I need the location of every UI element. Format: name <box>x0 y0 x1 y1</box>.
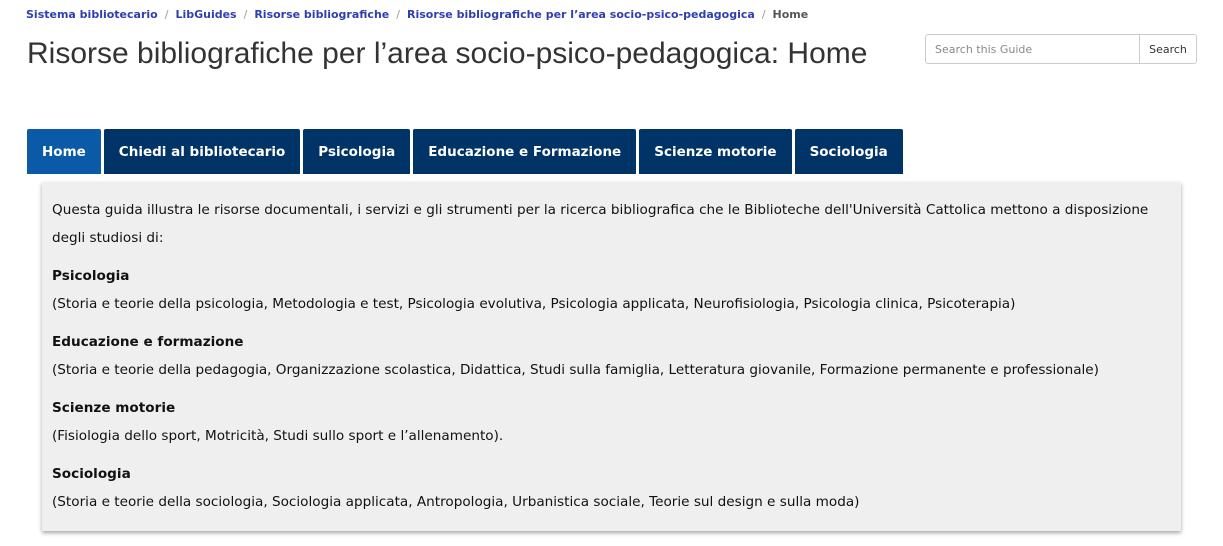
section-title-scienze-motorie: Scienze motorie <box>52 400 176 416</box>
breadcrumb-current: Home <box>772 8 809 21</box>
section-title-sociologia: Sociologia <box>52 466 131 482</box>
tab-sociologia[interactable]: Sociologia <box>795 129 903 174</box>
breadcrumb-separator: / <box>164 8 169 21</box>
breadcrumb-separator: / <box>243 8 248 21</box>
guide-tabs <box>27 129 906 174</box>
tab-educazione-e-formazione[interactable]: Educazione e Formazione <box>413 129 636 174</box>
search-form <box>925 34 1197 64</box>
tab-chiedi-al-bibliotecario[interactable]: Chiedi al bibliotecario <box>104 129 301 174</box>
content-box <box>42 182 1181 531</box>
section-title-psicologia: Psicologia <box>52 268 130 284</box>
section-description-sociologia: (Storia e teorie della sociologia, Sociologia applicata, Antropologia, Urbanistica sociale, Teorie sul design e sulla moda) <box>52 494 860 510</box>
page-title: Risorse bibliografiche per l’area socio-psico-pedagogica: Home <box>27 37 868 70</box>
section-description-educazione: (Storia e teorie della pedagogia, Organizzazione scolastica, Didattica, Studi sulla famiglia, Letteratura giovanile, Formazione permanente e professionale) <box>52 362 1099 378</box>
breadcrumb-link-risorse-bibliografiche[interactable]: Risorse bibliografiche <box>254 8 390 21</box>
breadcrumb-link-libguides[interactable]: LibGuides <box>175 8 237 21</box>
breadcrumb-link-guide[interactable]: Risorse bibliografiche per l’area socio-psico-pedagogica <box>406 8 755 21</box>
breadcrumb-separator: / <box>396 8 400 21</box>
intro-text: Questa guida illustra le risorse documentali, i servizi e gli strumenti per la ricerca bibliografica che le Biblioteche dell'Università Cattolica mettono a disposizione degli studiosi di: <box>52 202 1149 246</box>
breadcrumb-separator: / <box>761 8 766 21</box>
tab-scienze-motorie[interactable]: Scienze motorie <box>639 129 791 174</box>
breadcrumb <box>26 8 808 21</box>
breadcrumb-link-sistema-bibliotecario[interactable]: Sistema bibliotecario <box>26 8 158 21</box>
section-title-educazione: Educazione e formazione <box>52 334 244 350</box>
tab-home[interactable]: Home <box>27 129 101 174</box>
section-description-psicologia: (Storia e teorie della psicologia, Metodologia e test, Psicologia evolutiva, Psicologia applicata, Neurofisiologia, Psicologia clinica, Psicoterapia) <box>52 296 1016 312</box>
search-button[interactable]: Search <box>1139 34 1197 64</box>
section-description-scienze-motorie: (Fisiologia dello sport, Motricità, Studi sullo sport e l’allenamento). <box>52 428 504 444</box>
tab-psicologia[interactable]: Psicologia <box>303 129 410 174</box>
search-input[interactable] <box>925 34 1139 64</box>
